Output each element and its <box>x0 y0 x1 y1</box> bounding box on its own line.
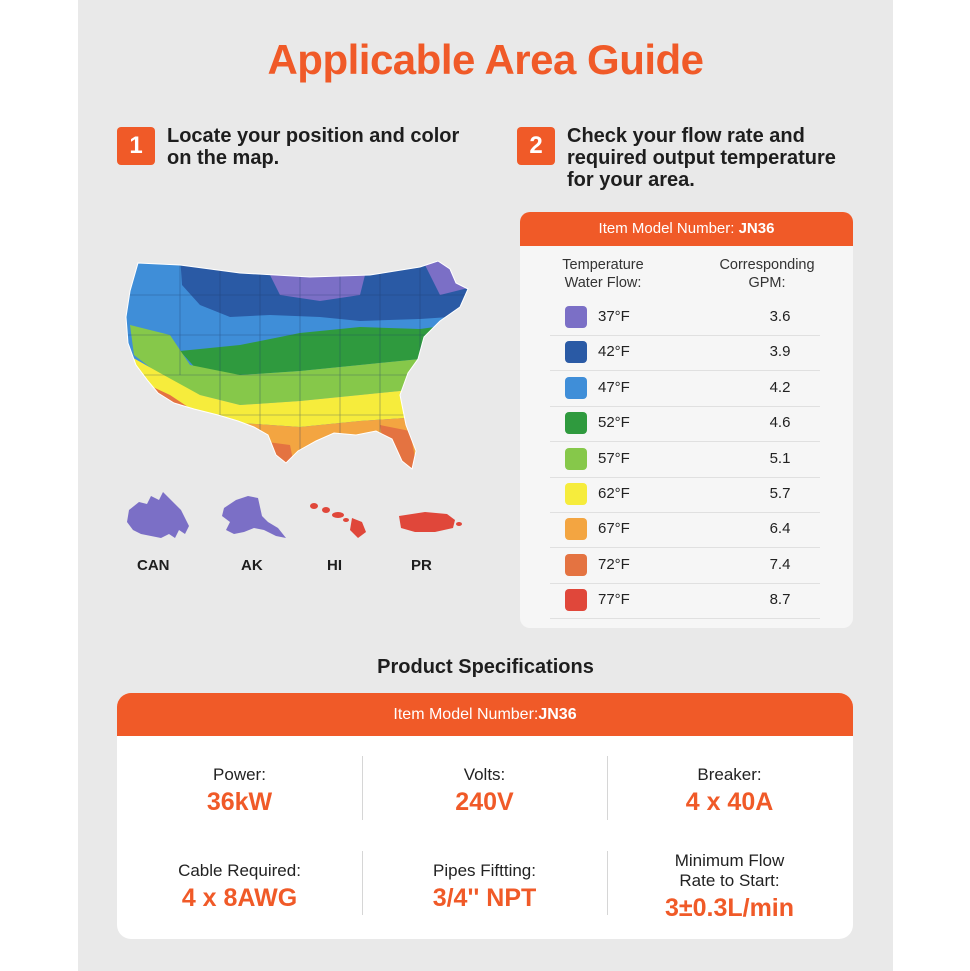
table-row <box>550 548 820 584</box>
canada-shape <box>125 490 191 546</box>
color-swatch <box>565 448 587 470</box>
gpm-value: 4.6 <box>769 414 791 432</box>
column-header-temperature: Temperature Water Flow: <box>562 257 644 291</box>
step-1-number: 1 <box>117 127 155 165</box>
gpm-value: 3.6 <box>769 308 791 325</box>
step-1-text: Locate your position and color on the map. <box>167 125 460 169</box>
divider <box>607 756 608 820</box>
color-swatch <box>565 554 587 576</box>
gpm-value: 4.2 <box>769 378 791 396</box>
temperature-value: 67°F <box>598 520 630 538</box>
spec-volts <box>362 765 607 817</box>
step-2-text: Check your flow rate and required output temperature for your area. <box>567 125 836 191</box>
puerto-rico-shape <box>395 508 463 536</box>
spec-value: 4 x 40A <box>685 788 774 816</box>
table-header-prefix: Item Model Number: <box>598 220 739 237</box>
specs-card <box>117 693 853 939</box>
temperature-value: 47°F <box>598 378 630 396</box>
step-2 <box>517 125 857 191</box>
spec-cable <box>117 861 362 913</box>
gpm-value: 7.4 <box>769 555 791 573</box>
gpm-value: 3.9 <box>769 343 791 361</box>
step-1 <box>117 125 477 169</box>
spec-breaker <box>607 765 852 817</box>
specs-header <box>117 693 853 736</box>
temperature-value: 37°F <box>598 308 630 325</box>
spec-label: Breaker: <box>697 765 762 784</box>
divider <box>607 851 608 915</box>
spec-pipes <box>362 861 607 913</box>
gpm-value: 6.4 <box>769 520 791 538</box>
divider <box>362 756 363 820</box>
alaska-shape <box>218 492 288 544</box>
color-swatch <box>565 483 587 505</box>
spec-label: Volts: <box>463 765 506 784</box>
hawaii-shape <box>308 500 368 540</box>
table-row <box>550 583 820 619</box>
spec-value: 3/4'' NPT <box>432 884 537 912</box>
temperature-value: 72°F <box>598 555 630 573</box>
table-row <box>550 406 820 442</box>
spec-label: Pipes Fiftting: <box>433 861 536 880</box>
territory-label-ak: AK <box>241 557 263 574</box>
specs-title: Product Specifications <box>377 656 594 678</box>
territory-label-pr: PR <box>411 557 432 574</box>
column-header-gpm: Corresponding GPM: <box>719 257 815 291</box>
specs-header-model: JN36 <box>538 706 577 723</box>
spec-power <box>117 765 362 817</box>
specs-header-prefix: Item Model Number: <box>393 706 539 723</box>
spec-label: Power: <box>213 765 266 784</box>
spec-label: Minimum Flow Rate to Start: <box>674 851 785 890</box>
temperature-value: 62°F <box>598 485 630 502</box>
spec-value: 4 x 8AWG <box>181 884 298 912</box>
spec-label: Cable Required: <box>178 861 301 880</box>
color-swatch <box>565 306 587 328</box>
table-header <box>520 212 853 246</box>
color-swatch <box>565 341 587 363</box>
spec-min-flow <box>607 851 852 923</box>
temperature-value: 57°F <box>598 449 630 467</box>
gpm-value: 5.7 <box>769 485 791 502</box>
temperature-value: 77°F <box>598 591 630 609</box>
table-row <box>550 335 820 371</box>
territory-label-can: CAN <box>137 557 170 574</box>
gpm-value: 5.1 <box>769 449 791 467</box>
spec-value: 3±0.3L/min <box>664 894 795 922</box>
table-row <box>550 477 820 513</box>
divider <box>362 851 363 915</box>
color-swatch <box>565 518 587 540</box>
territory-label-hi: HI <box>327 557 342 574</box>
table-header-model: JN36 <box>738 220 775 237</box>
temperature-gpm-table <box>520 212 853 628</box>
color-swatch <box>565 412 587 434</box>
us-climate-map <box>120 255 480 485</box>
temperature-value: 42°F <box>598 343 630 361</box>
temperature-value: 52°F <box>598 414 630 432</box>
color-swatch <box>565 589 587 611</box>
step-2-number: 2 <box>517 127 555 165</box>
table-row <box>550 512 820 548</box>
gpm-value: 8.7 <box>769 591 791 609</box>
page-title: Applicable Area Guide <box>267 36 704 83</box>
table-row <box>550 300 820 336</box>
table-row <box>550 371 820 407</box>
color-swatch <box>565 377 587 399</box>
table-row <box>550 442 820 478</box>
spec-value: 240V <box>455 788 514 816</box>
spec-value: 36kW <box>206 788 273 816</box>
